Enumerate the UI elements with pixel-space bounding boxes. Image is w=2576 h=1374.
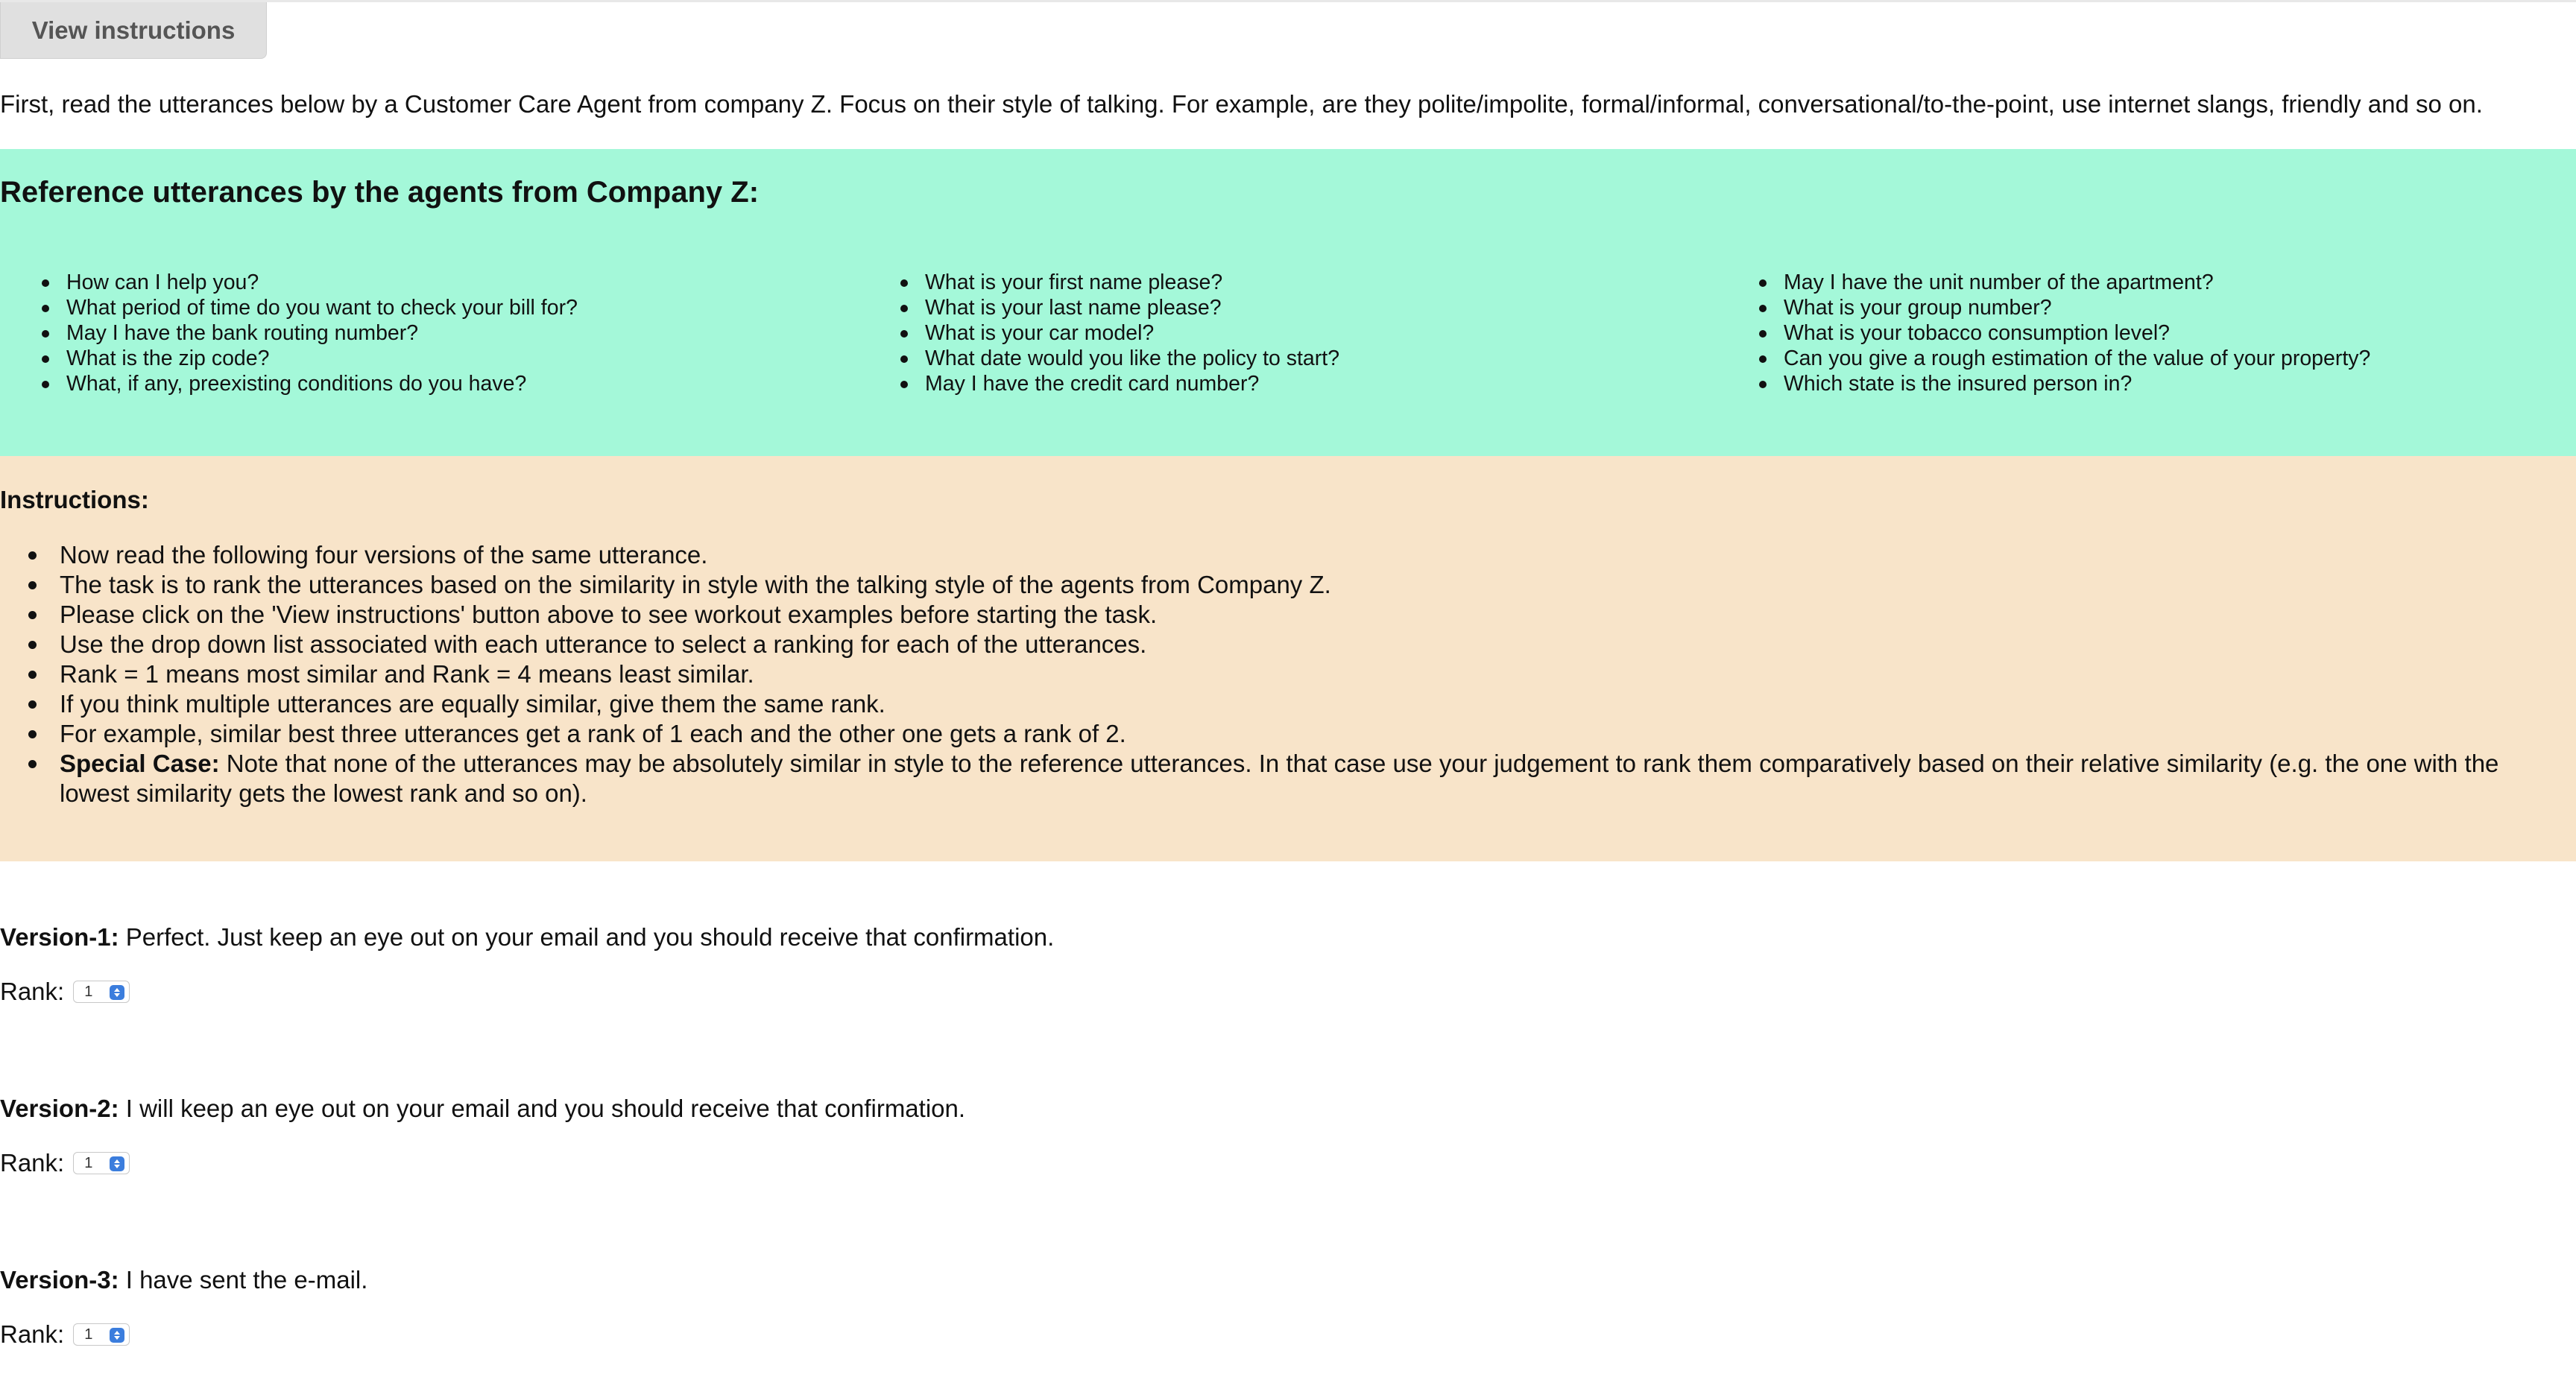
version-2-utterance <box>0 1094 2576 1124</box>
rank-value: 1 <box>84 1326 93 1343</box>
version-1-utterance <box>0 922 2576 952</box>
instructions-title: Instructions: <box>0 486 149 513</box>
version-label: Version-3: <box>0 1266 119 1294</box>
instruction-item: Rank = 1 means most similar and Rank = 4 means least similar. <box>0 659 2564 689</box>
reference-utterance: What is your tobacco consumption level? <box>1717 320 2370 346</box>
instruction-item: For example, similar best three utterances get a rank of 1 each and the other one gets a rank of 2. <box>0 719 2564 749</box>
reference-utterance: What is your first name please? <box>859 270 1339 295</box>
reference-column-3 <box>1717 270 2370 396</box>
select-arrows-icon <box>110 985 124 1000</box>
version-label: Version-2: <box>0 1095 119 1122</box>
reference-utterance: What period of time do you want to check your bill for? <box>0 295 578 320</box>
instruction-item: Please click on the 'View instructions' button above to see workout examples before starting the task. <box>0 600 2564 630</box>
version-label: Version-1: <box>0 923 119 951</box>
version-text: I will keep an eye out on your email and you should receive that confirmation. <box>119 1095 966 1122</box>
version-2-rank-select[interactable] <box>73 1152 130 1174</box>
intro-text: First, read the utterances below by a Customer Care Agent from company Z. Focus on their style of talking. For example, are they polite/impolite, formal/informal, conversational/to-the-point, use internet slangs, friendly and so on. <box>0 90 2483 118</box>
reference-utterance: How can I help you? <box>0 270 578 295</box>
reference-column-2 <box>859 270 1339 396</box>
reference-title: Reference utterances by the agents from Company Z: <box>0 176 760 209</box>
instructions-list <box>0 540 2564 808</box>
special-case-label: Special Case: <box>60 750 220 777</box>
version-2-rank-row <box>0 1148 130 1178</box>
version-3-rank-select[interactable] <box>73 1323 130 1346</box>
reference-utterance: Can you give a rough estimation of the value of your property? <box>1717 346 2370 371</box>
rank-value: 1 <box>84 984 93 1000</box>
rank-label: Rank: <box>0 1149 65 1177</box>
reference-utterance: What is your last name please? <box>859 295 1339 320</box>
reference-column-1 <box>0 270 578 396</box>
reference-utterance: What is your group number? <box>1717 295 2370 320</box>
instruction-item: Now read the following four versions of the same utterance. <box>0 540 2564 570</box>
view-instructions-button[interactable]: View instructions <box>0 2 267 59</box>
instruction-item-special-case <box>0 749 2564 808</box>
version-1-rank-row <box>0 977 130 1007</box>
reference-utterance: What is your car model? <box>859 320 1339 346</box>
version-text: Perfect. Just keep an eye out on your email and you should receive that confirmation. <box>119 923 1055 951</box>
top-border <box>0 0 2576 2</box>
instruction-item: Use the drop down list associated with each utterance to select a ranking for each of the utterances. <box>0 630 2564 659</box>
version-text: I have sent the e-mail. <box>119 1266 368 1294</box>
reference-utterance: What date would you like the policy to start? <box>859 346 1339 371</box>
reference-utterance: May I have the unit number of the apartment? <box>1717 270 2370 295</box>
select-arrows-icon <box>110 1328 124 1343</box>
reference-utterance: Which state is the insured person in? <box>1717 371 2370 396</box>
special-case-text: Note that none of the utterances may be absolutely similar in style to the reference utterances. In that case use your judgement to rank them comparatively based on their relative similarity (e.g. the one with the lowest similarity gets the lowest rank and so on). <box>60 750 2499 807</box>
version-3-utterance <box>0 1265 2576 1295</box>
reference-utterance: May I have the bank routing number? <box>0 320 578 346</box>
reference-utterance: What is the zip code? <box>0 346 578 371</box>
rank-label: Rank: <box>0 978 65 1005</box>
rank-label: Rank: <box>0 1320 65 1348</box>
version-1-rank-select[interactable] <box>73 981 130 1003</box>
version-3-rank-row <box>0 1320 130 1349</box>
rank-value: 1 <box>84 1155 93 1171</box>
reference-utterance: What, if any, preexisting conditions do you have? <box>0 371 578 396</box>
instruction-item: If you think multiple utterances are equally similar, give them the same rank. <box>0 689 2564 719</box>
reference-utterance: May I have the credit card number? <box>859 371 1339 396</box>
instruction-item: The task is to rank the utterances based on the similarity in style with the talking style of the agents from Company Z. <box>0 570 2564 600</box>
select-arrows-icon <box>110 1156 124 1171</box>
